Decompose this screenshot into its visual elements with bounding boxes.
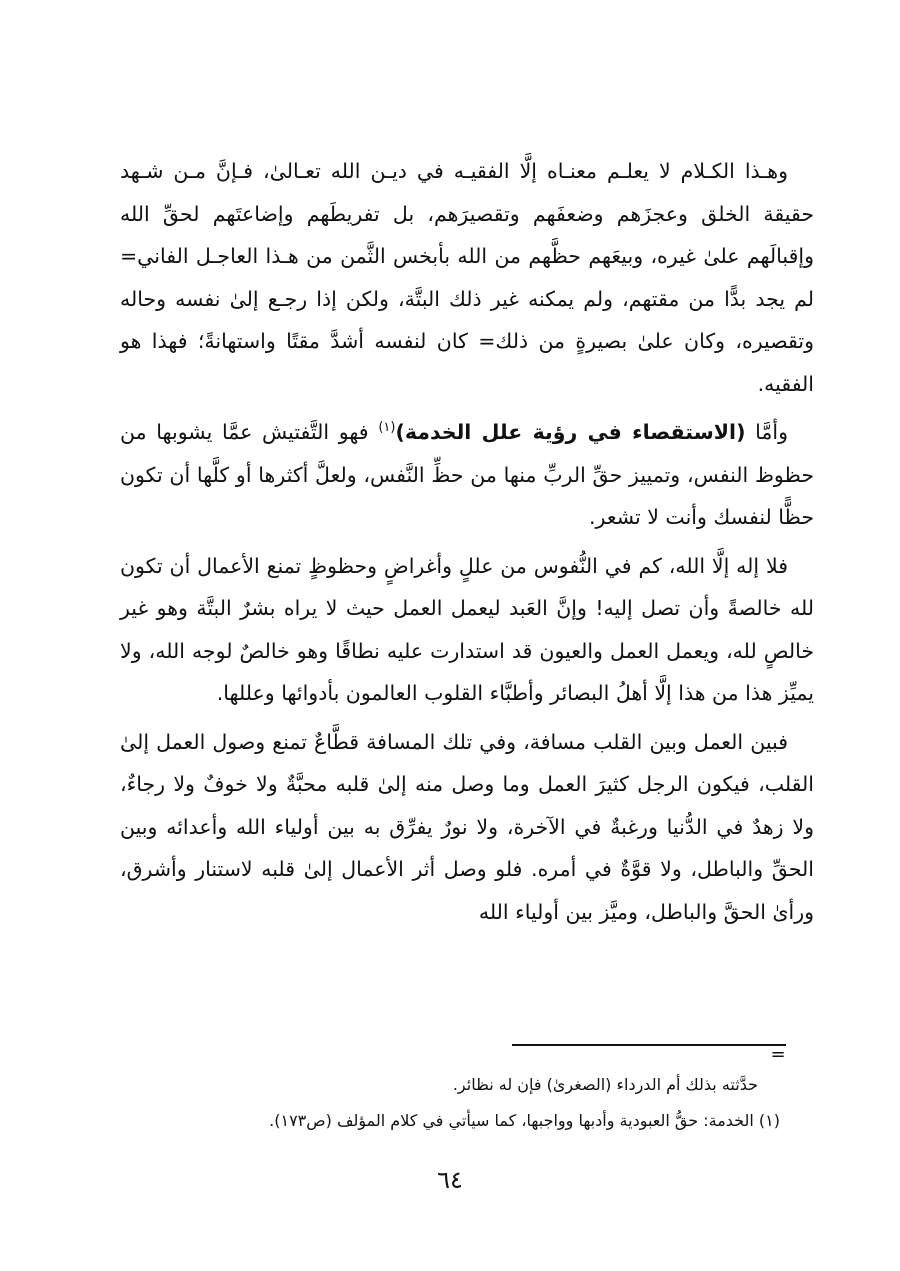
footnote-separator <box>512 1044 786 1046</box>
page-number: ٦٤ <box>437 1166 463 1194</box>
paragraph-2-rest: فهو التَّفتيش عمَّا يشوبها من حظوظ النفس، وتمييز حقِّ الربِّ منها من حظِّ النَّفس، ولعلَّ أكثرها أو كلَّها أن تكون حظًّا لنفسك وأنت لا تشعر. <box>120 420 814 529</box>
footnote-continuation-mark: = <box>770 1044 786 1065</box>
main-text <box>120 150 814 933</box>
footnote-ref-1[interactable]: (١) <box>378 420 396 436</box>
footnote-continuation: حدَّثته بذلك أم الدرداء (الصغرىٰ) فإن له نظائر. <box>452 1075 758 1094</box>
footnote-1: (١) الخدمة: حقُّ العبودية وأدبها وواجبها، كما سيأتي في كلام المؤلف (ص١٧٣). <box>269 1111 780 1130</box>
paragraph-2-lead: وأمَّا <box>745 420 788 444</box>
paragraph-2-heading: (الاستقصاء في رؤية علل الخدمة) <box>395 420 746 444</box>
paragraph-4: فبين العمل وبين القلب مسافة، وفي تلك المسافة قطَّاعٌ تمنع وصول العمل إلىٰ القلب، فيكون الرجل كثيرَ العمل وما وصل منه إلىٰ قلبه محبَّةٌ ولا خوفٌ ولا رجاءٌ، ولا زهدٌ في الدُّنيا ورغبةٌ في الآخرة، ولا نورٌ يفرِّق به بين أولياء الله وأعدائه وبين الحقِّ والباطل، ولا قوَّةٌ في أمره. فلو وصل أثر الأعمال إلىٰ قلبه لاستنار وأشرق، ورأىٰ الحقَّ والباطل، وميَّز بين أولياء الله <box>120 729 814 924</box>
paragraph-1: وهـذا الكـلام لا يعلـم معنـاه إلَّا الفقيـه في ديـن الله تعـالىٰ، فـإنَّ مـن شـهد حقيقة الخلق وعجزَهم وضعفَهم وتقصيرَهم، بل تفريطَهم وإضاعتَهم لحقِّ الله وإقبالَهم علىٰ غيره، وبيعَهم حظَّهم من الله بأبخس الثَّمن من هـذا العاجـل الفاني= لم يجد بدًّا من مقتهم، ولم يمكنه غير ذلك البتَّة، ولكن إذا رجـع إلىٰ نفسه وحاله وتقصيره، وكان علىٰ بصيرةٍ من ذلك= كان لنفسه أشدَّ مقتًا واستهانةً؛ فهذا هو الفقيه. <box>120 159 814 396</box>
paragraph-3: فلا إله إلَّا الله، كم في النُّفوس من عللٍ وأغراضٍ وحظوظٍ تمنع الأعمال أن تكون لله خالصةً وأن تصل إليه! وإنَّ العَبد ليعمل العمل حيث لا يراه بشرٌ البتَّة وهو غير خالصٍ لله، ويعمل العمل والعيون قد استدارت عليه نطاقًا وهو خالصٌ لوجه الله، ولا يميِّز هذا من هذا إلَّا أهلُ البصائر وأطبَّاء القلوب العالمون بأدوائها وعللها. <box>120 553 814 705</box>
paragraph-2 <box>120 411 814 539</box>
